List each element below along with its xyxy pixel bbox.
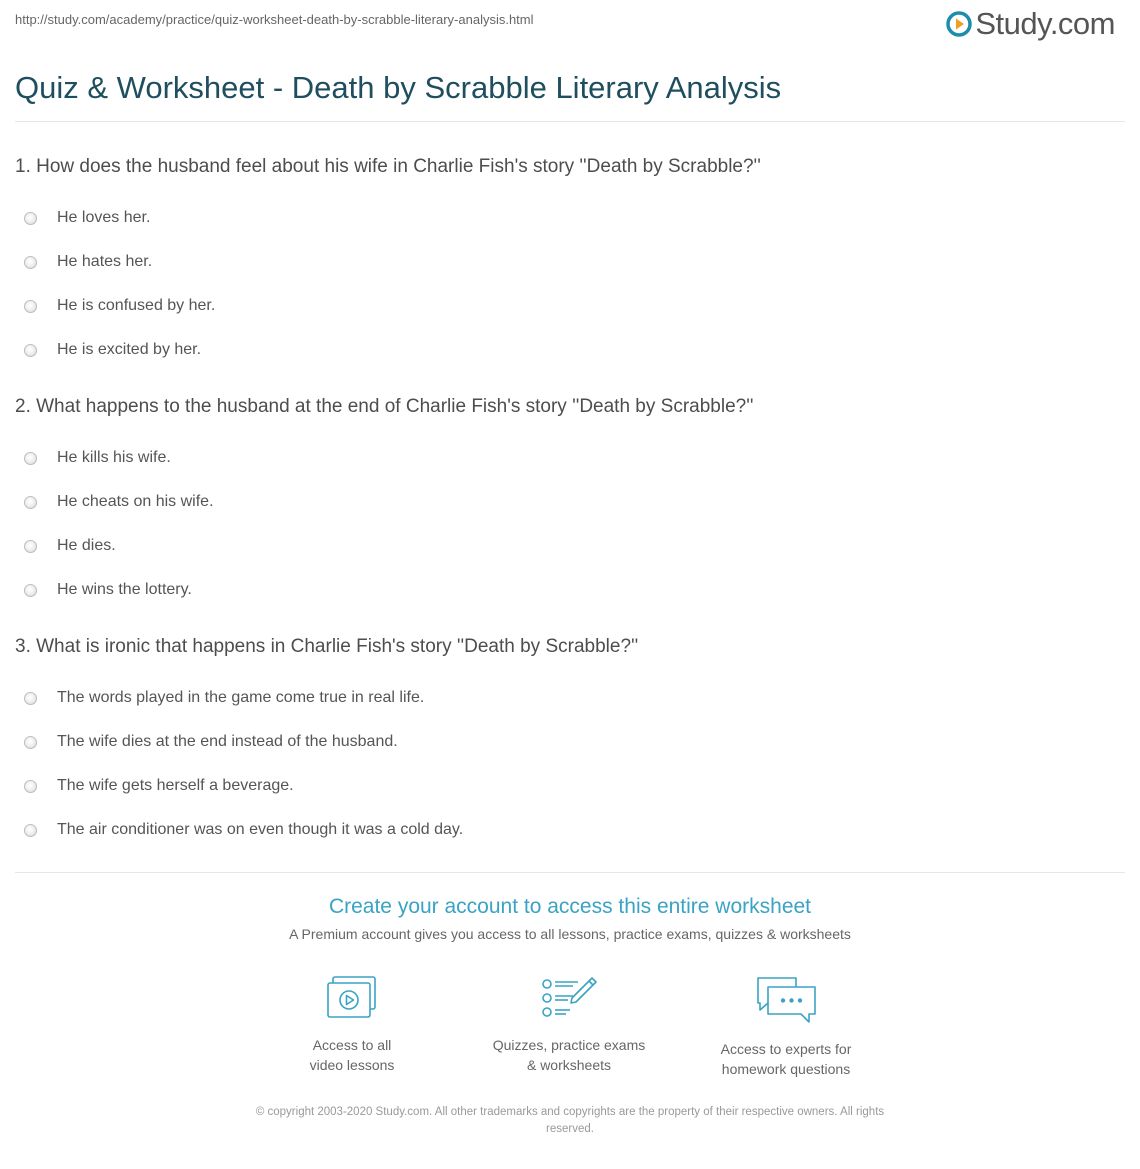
study-logo[interactable] — [946, 6, 1115, 42]
answer-choice[interactable] — [15, 240, 1125, 284]
feature-label-line2: & worksheets — [526, 1057, 612, 1073]
radio-button[interactable] — [24, 300, 37, 313]
answer-choice[interactable] — [15, 480, 1125, 524]
feature-quizzes — [469, 975, 669, 1075]
answer-choice[interactable] — [15, 524, 1125, 568]
question-text: 2. What happens to the husband at the end of Charlie Fish's story ''Death by Scrabble?'' — [15, 396, 754, 417]
answer-label: He dies. — [57, 537, 116, 554]
feature-label-line2: homework questions — [721, 1061, 851, 1077]
answer-label: He cheats on his wife. — [57, 493, 214, 510]
cta-title[interactable]: Create your account to access this entire worksheet — [328, 895, 812, 918]
answer-label: He loves her. — [57, 209, 151, 226]
answer-choice[interactable] — [15, 328, 1125, 372]
radio-button[interactable] — [24, 256, 37, 269]
feature-label-line1: Access to all — [312, 1037, 392, 1053]
feature-experts — [686, 975, 886, 1079]
answer-choice[interactable] — [15, 676, 1125, 720]
radio-button[interactable] — [24, 780, 37, 793]
feature-video-lessons — [252, 975, 452, 1075]
radio-button[interactable] — [24, 344, 37, 357]
answer-label: He kills his wife. — [57, 449, 171, 466]
video-lessons-icon — [325, 975, 379, 1021]
answer-label: He is excited by her. — [57, 341, 202, 358]
footer-line1: © copyright 2003-2020 Study.com. All other trademarks and copyrights are the property of their respective owners. All rights — [255, 1106, 885, 1118]
answer-choice[interactable] — [15, 196, 1125, 240]
radio-button[interactable] — [24, 824, 37, 837]
page-title: Quiz & Worksheet - Death by Scrabble Literary Analysis — [15, 70, 782, 105]
quiz-checklist-icon — [540, 975, 598, 1021]
radio-button[interactable] — [24, 540, 37, 553]
answer-label: He is confused by her. — [57, 297, 216, 314]
feature-label-line1: Access to experts for — [720, 1041, 852, 1057]
feature-label-line1: Quizzes, practice exams — [492, 1037, 646, 1053]
question-text: 3. What is ironic that happens in Charlie Fish's story ''Death by Scrabble?'' — [15, 636, 639, 657]
answer-label: He wins the lottery. — [57, 581, 192, 598]
question-2 — [15, 396, 1125, 612]
cta-subtitle: A Premium account gives you access to all lessons, practice exams, quizzes & worksheets — [289, 926, 851, 942]
answer-label: The air conditioner was on even though it was a cold day. — [57, 821, 464, 838]
answer-choice[interactable] — [15, 720, 1125, 764]
study-logo-icon — [946, 11, 972, 37]
page-url: http://study.com/academy/practice/quiz-worksheet-death-by-scrabble-literary-analysis.html — [15, 12, 534, 27]
title-divider — [15, 121, 1125, 122]
answer-label: He hates her. — [57, 253, 153, 270]
chat-bubbles-icon — [754, 975, 818, 1025]
question-3 — [15, 636, 1125, 852]
question-1 — [15, 156, 1125, 372]
radio-button[interactable] — [24, 584, 37, 597]
feature-label-line2: video lessons — [309, 1057, 395, 1073]
answer-label: The wife gets herself a beverage. — [57, 777, 294, 794]
copyright-footer — [0, 1104, 1140, 1138]
answer-choice[interactable] — [15, 568, 1125, 612]
section-divider — [15, 872, 1125, 873]
study-logo-text: Study.com — [975, 6, 1115, 41]
radio-button[interactable] — [24, 212, 37, 225]
question-text: 1. How does the husband feel about his wife in Charlie Fish's story ''Death by Scrabble?'' — [15, 156, 761, 177]
answer-choice[interactable] — [15, 436, 1125, 480]
answer-choice[interactable] — [15, 284, 1125, 328]
answer-choice[interactable] — [15, 764, 1125, 808]
answer-label: The words played in the game come true in real life. — [57, 689, 425, 706]
radio-button[interactable] — [24, 736, 37, 749]
radio-button[interactable] — [24, 452, 37, 465]
answer-choice[interactable] — [15, 808, 1125, 852]
radio-button[interactable] — [24, 496, 37, 509]
footer-line2: reserved. — [546, 1123, 594, 1135]
answer-label: The wife dies at the end instead of the husband. — [57, 733, 398, 750]
radio-button[interactable] — [24, 692, 37, 705]
